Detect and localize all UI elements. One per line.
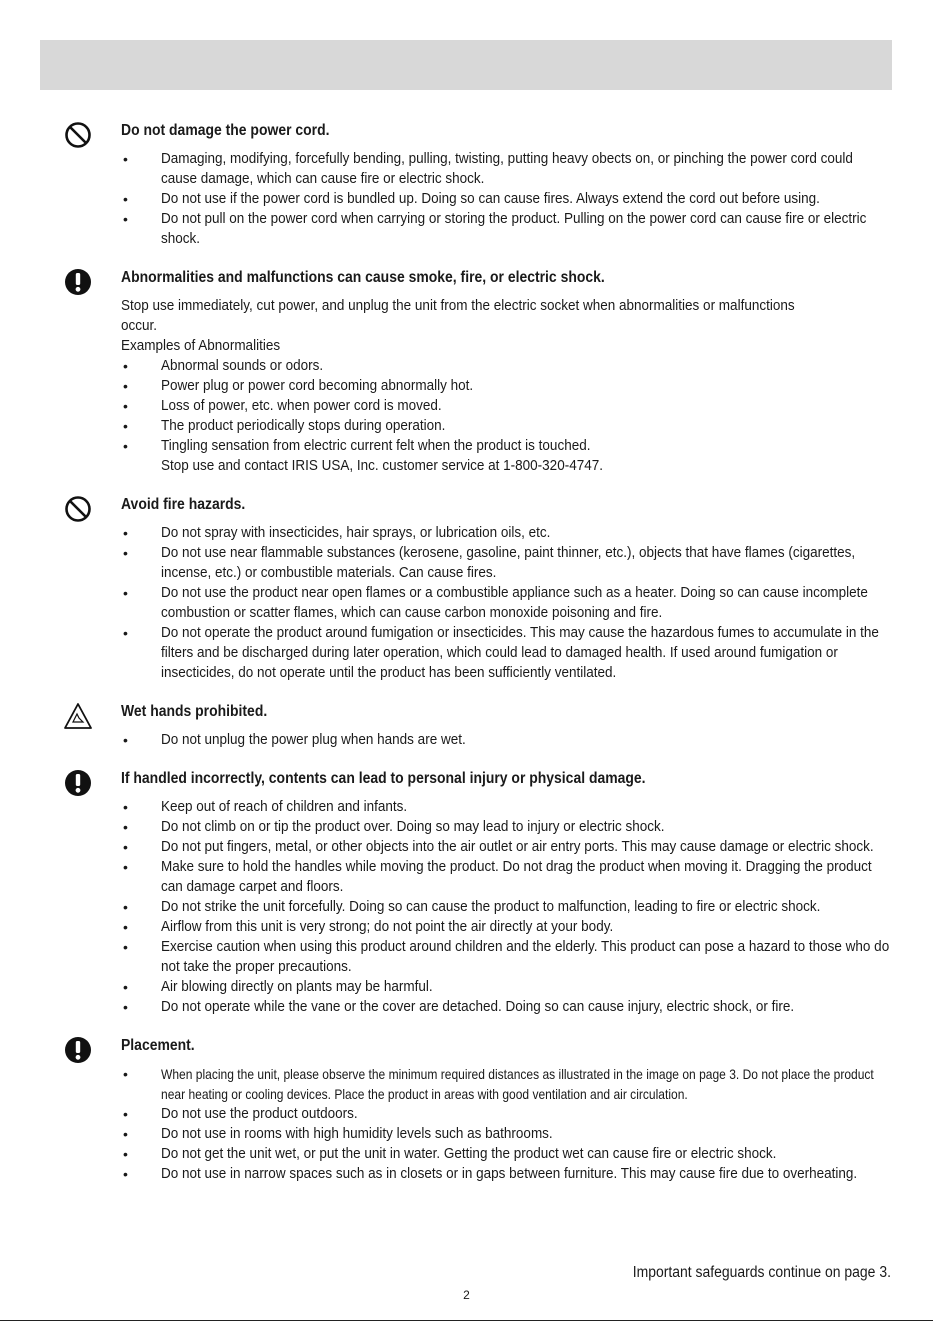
list-item: • Do not strike the unit forcefully. Doing so can cause the product to malfunction, leading to fire or electric shock. [123, 898, 821, 915]
warning-triangle-icon [64, 702, 92, 730]
section-heading: If handled incorrectly, contents can lead to personal injury or physical damage. [121, 770, 646, 787]
section-heading: Abnormalities and malfunctions can cause smoke, fire, or electric shock. [121, 269, 605, 286]
section-heading: Avoid fire hazards. [121, 496, 246, 513]
list-item: • Air blowing directly on plants may be harmful. [123, 978, 433, 995]
prohibited-icon [64, 495, 92, 523]
bottom-rule [0, 1320, 933, 1321]
list-item: • Do not spray with insecticides, hair sprays, or lubrication oils, etc. [123, 524, 551, 541]
list-item: • Tingling sensation from electric current felt when the product is touched. [123, 437, 591, 454]
bullet-list [0, 356, 933, 476]
safeguards-content [0, 118, 933, 1200]
list-item: • Do not use the product near open flames or a combustible appliance such as a heater. Doing so can cause incomplete combustion or scatter flames, which can cause carbon monoxide poisoning and fire. [123, 584, 868, 621]
prohibited-icon [64, 121, 92, 149]
list-item: • Exercise caution when using this product around children and the elderly. This product can pose a hazard to those who do not take the proper precautions. [123, 938, 890, 975]
list-item: • Do not use if the power cord is bundled up. Doing so can cause fires. Always extend the cord out before using. [123, 190, 820, 207]
bullet-list [0, 149, 933, 249]
section-fire-hazards [0, 492, 933, 683]
section-heading: Placement. [121, 1037, 195, 1054]
header-band [40, 40, 892, 90]
bullet-list [0, 797, 933, 1017]
section-heading: Do not damage the power cord. [121, 122, 330, 139]
section-heading: Wet hands prohibited. [121, 703, 268, 720]
mandatory-action-icon [64, 268, 92, 296]
intro-text: Stop use immediately, cut power, and unplug the unit from the electric socket when abnormalities or malfunctions occur. [121, 297, 795, 334]
list-item: • The product periodically stops during operation. [123, 417, 446, 434]
section-placement [0, 1033, 933, 1184]
list-item: • Do not put fingers, metal, or other objects into the air outlet or air entry ports. This may cause damage or electric shock. [123, 838, 874, 855]
list-item: • Damaging, modifying, forcefully bending, pulling, twisting, putting heavy obects on, or pinching the power cord could cause damage, which can cause fire or electric shock. [123, 150, 853, 187]
list-item: • Airflow from this unit is very strong; do not point the air directly at your body. [123, 918, 614, 935]
contact-note: Stop use and contact IRIS USA, Inc. customer service at 1-800-320-4747. [161, 457, 603, 474]
list-item: • Do not get the unit wet, or put the unit in water. Getting the product wet can cause fire or electric shock. [123, 1145, 777, 1162]
section-wet-hands [0, 699, 933, 750]
list-item: • When placing the unit, please observe the minimum required distances as illustrated in the image on page 3. Do not place the product near heating or cooling devices. Place the product in areas with good ventilation and air circulation. [123, 1066, 874, 1102]
bullet-list [0, 730, 933, 750]
list-item: • Loss of power, etc. when power cord is moved. [123, 397, 442, 414]
list-item: • Make sure to hold the handles while moving the product. Do not drag the product when moving it. Dragging the product can damage carpet and floors. [123, 858, 872, 895]
bullet-list [0, 523, 933, 683]
section-power-cord [0, 118, 933, 249]
list-item: • Do not use in rooms with high humidity levels such as bathrooms. [123, 1125, 553, 1142]
mandatory-action-icon [64, 1036, 92, 1064]
continued-note: Important safeguards continue on page 3. [632, 1264, 891, 1281]
list-item: • Do not use the product outdoors. [123, 1105, 358, 1122]
list-item: • Keep out of reach of children and infants. [123, 798, 408, 815]
list-item: • Do not unplug the power plug when hands are wet. [123, 731, 466, 748]
list-item: • Abnormal sounds or odors. [123, 357, 324, 374]
section-abnormalities [0, 265, 933, 476]
section-handling [0, 766, 933, 1017]
list-item: • Do not pull on the power cord when carrying or storing the product. Pulling on the power cord can cause fire or electric shock. [123, 210, 867, 247]
bullet-list [0, 1064, 933, 1184]
subheading: Examples of Abnormalities [121, 337, 281, 354]
list-item: • Power plug or power cord becoming abnormally hot. [123, 377, 474, 394]
list-item: • Do not use in narrow spaces such as in closets or in gaps between furniture. This may cause fire due to overheating. [123, 1165, 858, 1182]
list-item: • Do not climb on or tip the product over. Doing so may lead to injury or electric shock. [123, 818, 665, 835]
mandatory-action-icon [64, 769, 92, 797]
page-number: 2 [463, 1288, 470, 1302]
list-item: • Do not operate while the vane or the cover are detached. Doing so can cause injury, electric shock, or fire. [123, 998, 795, 1015]
list-item: • Do not use near flammable substances (kerosene, gasoline, paint thinner, etc.), objects that have flames (cigarettes, incense, etc.) or combustible materials. Can cause fires. [123, 544, 856, 581]
list-item: • Do not operate the product around fumigation or insecticides. This may cause the hazardous fumes to accumulate in the filters and be discharged during later operation, which could lead to damaged health. If used around fumigation or insecticides, do not operate until the product has been sufficiently ventilated. [123, 624, 879, 681]
